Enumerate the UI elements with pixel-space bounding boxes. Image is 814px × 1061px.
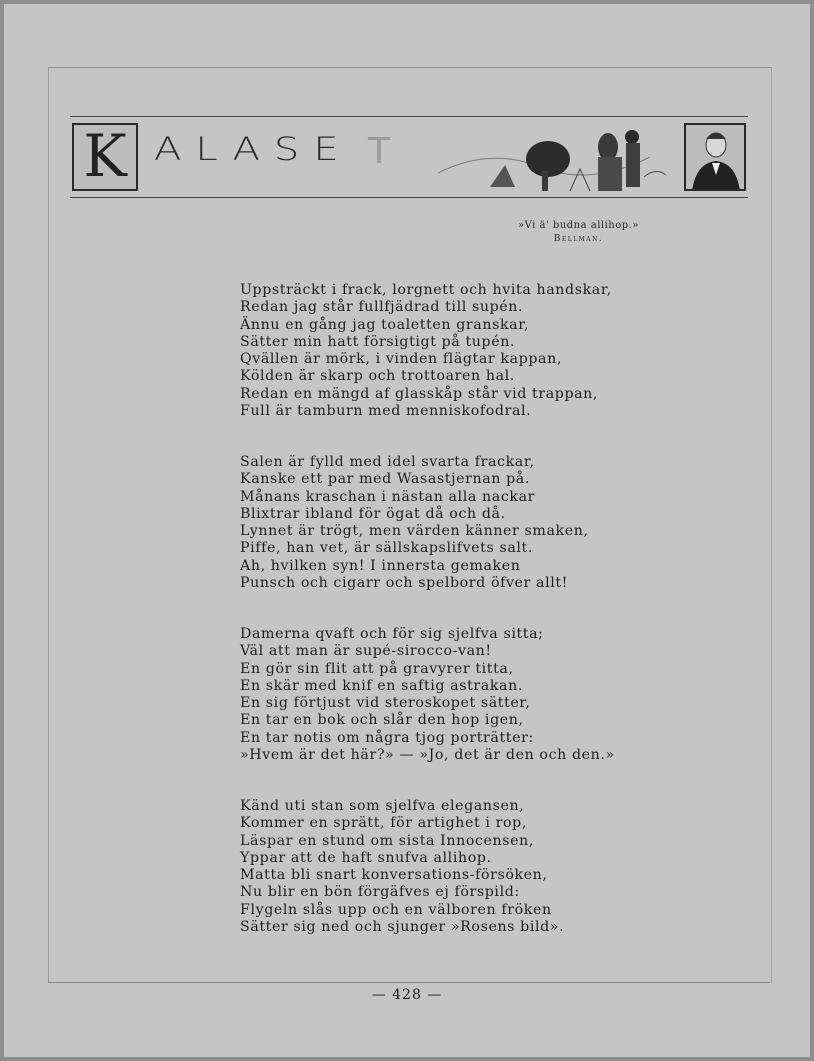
stanza-3 [240, 626, 615, 764]
party-sketch-illustration [430, 117, 670, 195]
verse-line: Läspar en stund om sista Innocensen, [240, 832, 534, 849]
page-number: — 428 — [371, 987, 443, 1003]
verse-line: Salen är fylld med idel svarta frackar, [240, 454, 535, 470]
title-text-faded: T [368, 131, 396, 172]
verse-line: En gör sin flit att på gravyrer titta, [240, 660, 514, 677]
verse-line: Ah, hvilken syn! I innersta gemaken [240, 557, 521, 574]
stanza-4 [240, 798, 564, 936]
decorated-initial: K [72, 123, 138, 191]
epigraph-author: Bellman. [553, 234, 604, 244]
verse-line: Kanske ett par med Wasastjernan på. [240, 471, 530, 488]
verse-line: Kölden är skarp och trottoaren hal. [240, 368, 515, 385]
stanza-1 [240, 282, 612, 420]
verse-line: En tar notis om några tjog porträtter: [240, 729, 534, 746]
verse-line: Sätter sig ned och sjunger »Rosens bild». [240, 919, 565, 936]
verse-line: Ännu en gång jag toaletten granskar, [240, 316, 530, 333]
epigraph-quote: »Vi ä' budna allihop.» [518, 220, 639, 231]
title-banner [70, 116, 748, 198]
verse-line: Damerna qvaft och för sig sjelfva sitta; [240, 626, 544, 642]
book-page [4, 4, 810, 1057]
epigraph [518, 220, 639, 244]
verse-line: Redan en mängd af glasskåp står vid trappan, [240, 385, 599, 402]
page-frame-bottom-rule [48, 982, 770, 983]
verse-line: En tar en bok och slår den hop igen, [240, 712, 524, 729]
verse-line: Yppar att de haft snufva allihop. [240, 849, 492, 866]
verse-line: Full är tamburn med menniskofodral. [240, 403, 532, 420]
verse-line: En skär med knif en saftig astrakan. [240, 677, 523, 694]
verse-line: Sätter min hatt försigtigt på tupén. [240, 333, 516, 350]
portrait-vignette [684, 123, 746, 191]
verse-line: Piffe, han vet, är sällskapslifvets salt. [240, 540, 533, 557]
verse-line: Punsch och cigarr och spelbord öfver allt! [240, 575, 568, 592]
verse-line: Qvällen är mörk, i vinden flägtar kappan, [240, 351, 562, 368]
verse-line: Matta bli snart konversations-försöken, [240, 867, 548, 884]
verse-line: Känd uti stan som sjelfva elegansen, [240, 798, 525, 814]
verse-line: Blixtrar ibland för ögat då och då. [240, 505, 506, 522]
verse-line: En sig förtjust vid steroskopet sätter, [240, 695, 531, 712]
verse-line: Månans kraschan i nästan alla nackar [240, 488, 536, 505]
verse-line: Flygeln slås upp och en välboren fröken [240, 901, 552, 918]
verse-line: Kommer en sprätt, för artighet i rop, [240, 815, 527, 832]
verse-line: Redan jag står fullfjädrad till supén. [240, 299, 524, 316]
verse-line: »Hvem är det här?» — »Jo, det är den och den.» [240, 747, 615, 764]
verse-line: Väl att man är supé-sirocco-van! [240, 643, 492, 660]
verse-line: Lynnet är trögt, men värden känner smaken, [240, 523, 589, 540]
title-text: ALASE [154, 131, 353, 168]
verse-line: Nu blir en bön förgäfves ej förspild: [240, 884, 520, 901]
stanza-2 [240, 454, 589, 592]
verse-line: Uppsträckt i frack, lorgnett och hvita handskar, [240, 282, 612, 298]
